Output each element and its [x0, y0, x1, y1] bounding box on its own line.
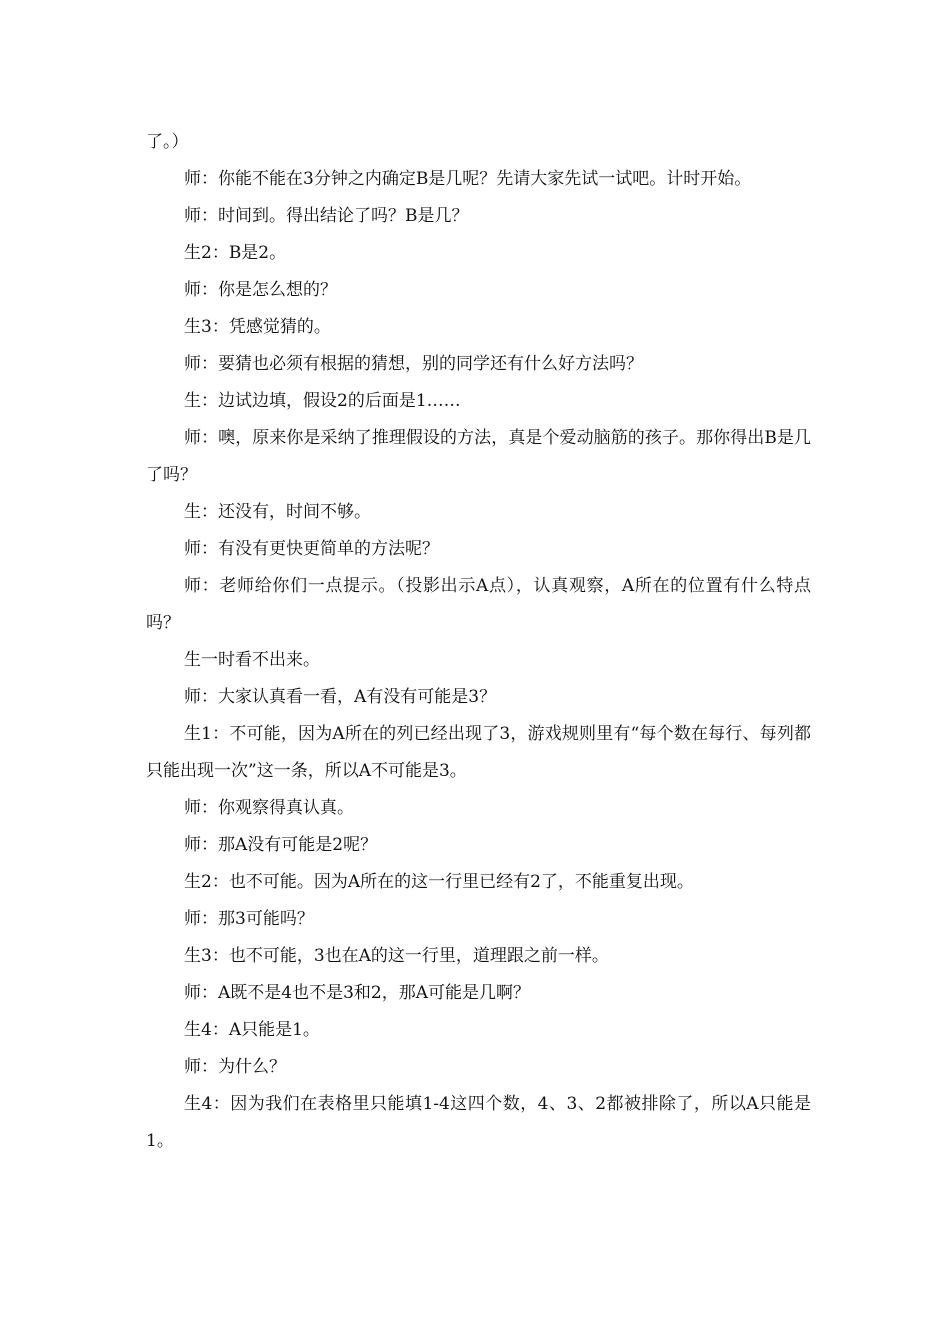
- paragraph: 师：你观察得真认真。: [184, 798, 354, 818]
- paragraph: 师：A既不是4也不是3和2，那A可能是几啊？: [184, 983, 531, 1003]
- paragraph: 了。）: [146, 132, 189, 152]
- paragraph: 师：你能不能在3分钟之内确定B是几呢？先请大家先试一试吧。计时开始。: [184, 169, 752, 189]
- paragraph: 师：有没有更快更简单的方法呢？: [184, 539, 439, 559]
- paragraph: 生2：也不可能。因为A所在的这一行里已经有2了，不能重复出现。: [184, 872, 694, 892]
- paragraph: 生4：A只能是1。: [184, 1020, 320, 1040]
- paragraph: 生2：B是2。: [184, 243, 287, 263]
- paragraph: 师：你是怎么想的？: [184, 280, 337, 300]
- paragraph: 师：要猜也必须有根据的猜想，别的同学还有什么好方法吗？: [184, 354, 643, 374]
- paragraph: 师：噢，原来你是采纳了推理假设的方法，真是个爱动脑筋的孩子。那你得出B是几了吗？: [146, 428, 811, 485]
- paragraph: 生1：不可能，因为A所在的列已经出现了3，游戏规则里有“每个数在每行、每列都只能出现一次”这一条，所以A不可能是3。: [146, 724, 811, 781]
- paragraph: 生3：也不可能，3也在A的这一行里，道理跟之前一样。: [184, 946, 609, 966]
- paragraph: 生3：凭感觉猜的。: [184, 317, 331, 337]
- paragraph: 生4：因为我们在表格里只能填1-4这四个数，4、3、2都被排除了，所以A只能是1。: [146, 1094, 811, 1151]
- document-body: [146, 124, 811, 1160]
- paragraph: 师：那A没有可能是2呢？: [184, 835, 378, 855]
- paragraph: 生：还没有，时间不够。: [184, 502, 371, 522]
- paragraph: 师：那3可能吗？: [184, 909, 314, 929]
- paragraph: 师：为什么？: [184, 1057, 286, 1077]
- paragraph: 师：时间到。得出结论了吗？B是几？: [184, 206, 469, 226]
- paragraph: 师：老师给你们一点提示。（投影出示A点），认真观察，A所在的位置有什么特点吗？: [146, 576, 811, 633]
- paragraph: 师：大家认真看一看，A有没有可能是3？: [184, 687, 497, 707]
- paragraph: 生一时看不出来。: [184, 650, 320, 670]
- paragraph: 生：边试边填，假设2的后面是1……: [184, 391, 461, 411]
